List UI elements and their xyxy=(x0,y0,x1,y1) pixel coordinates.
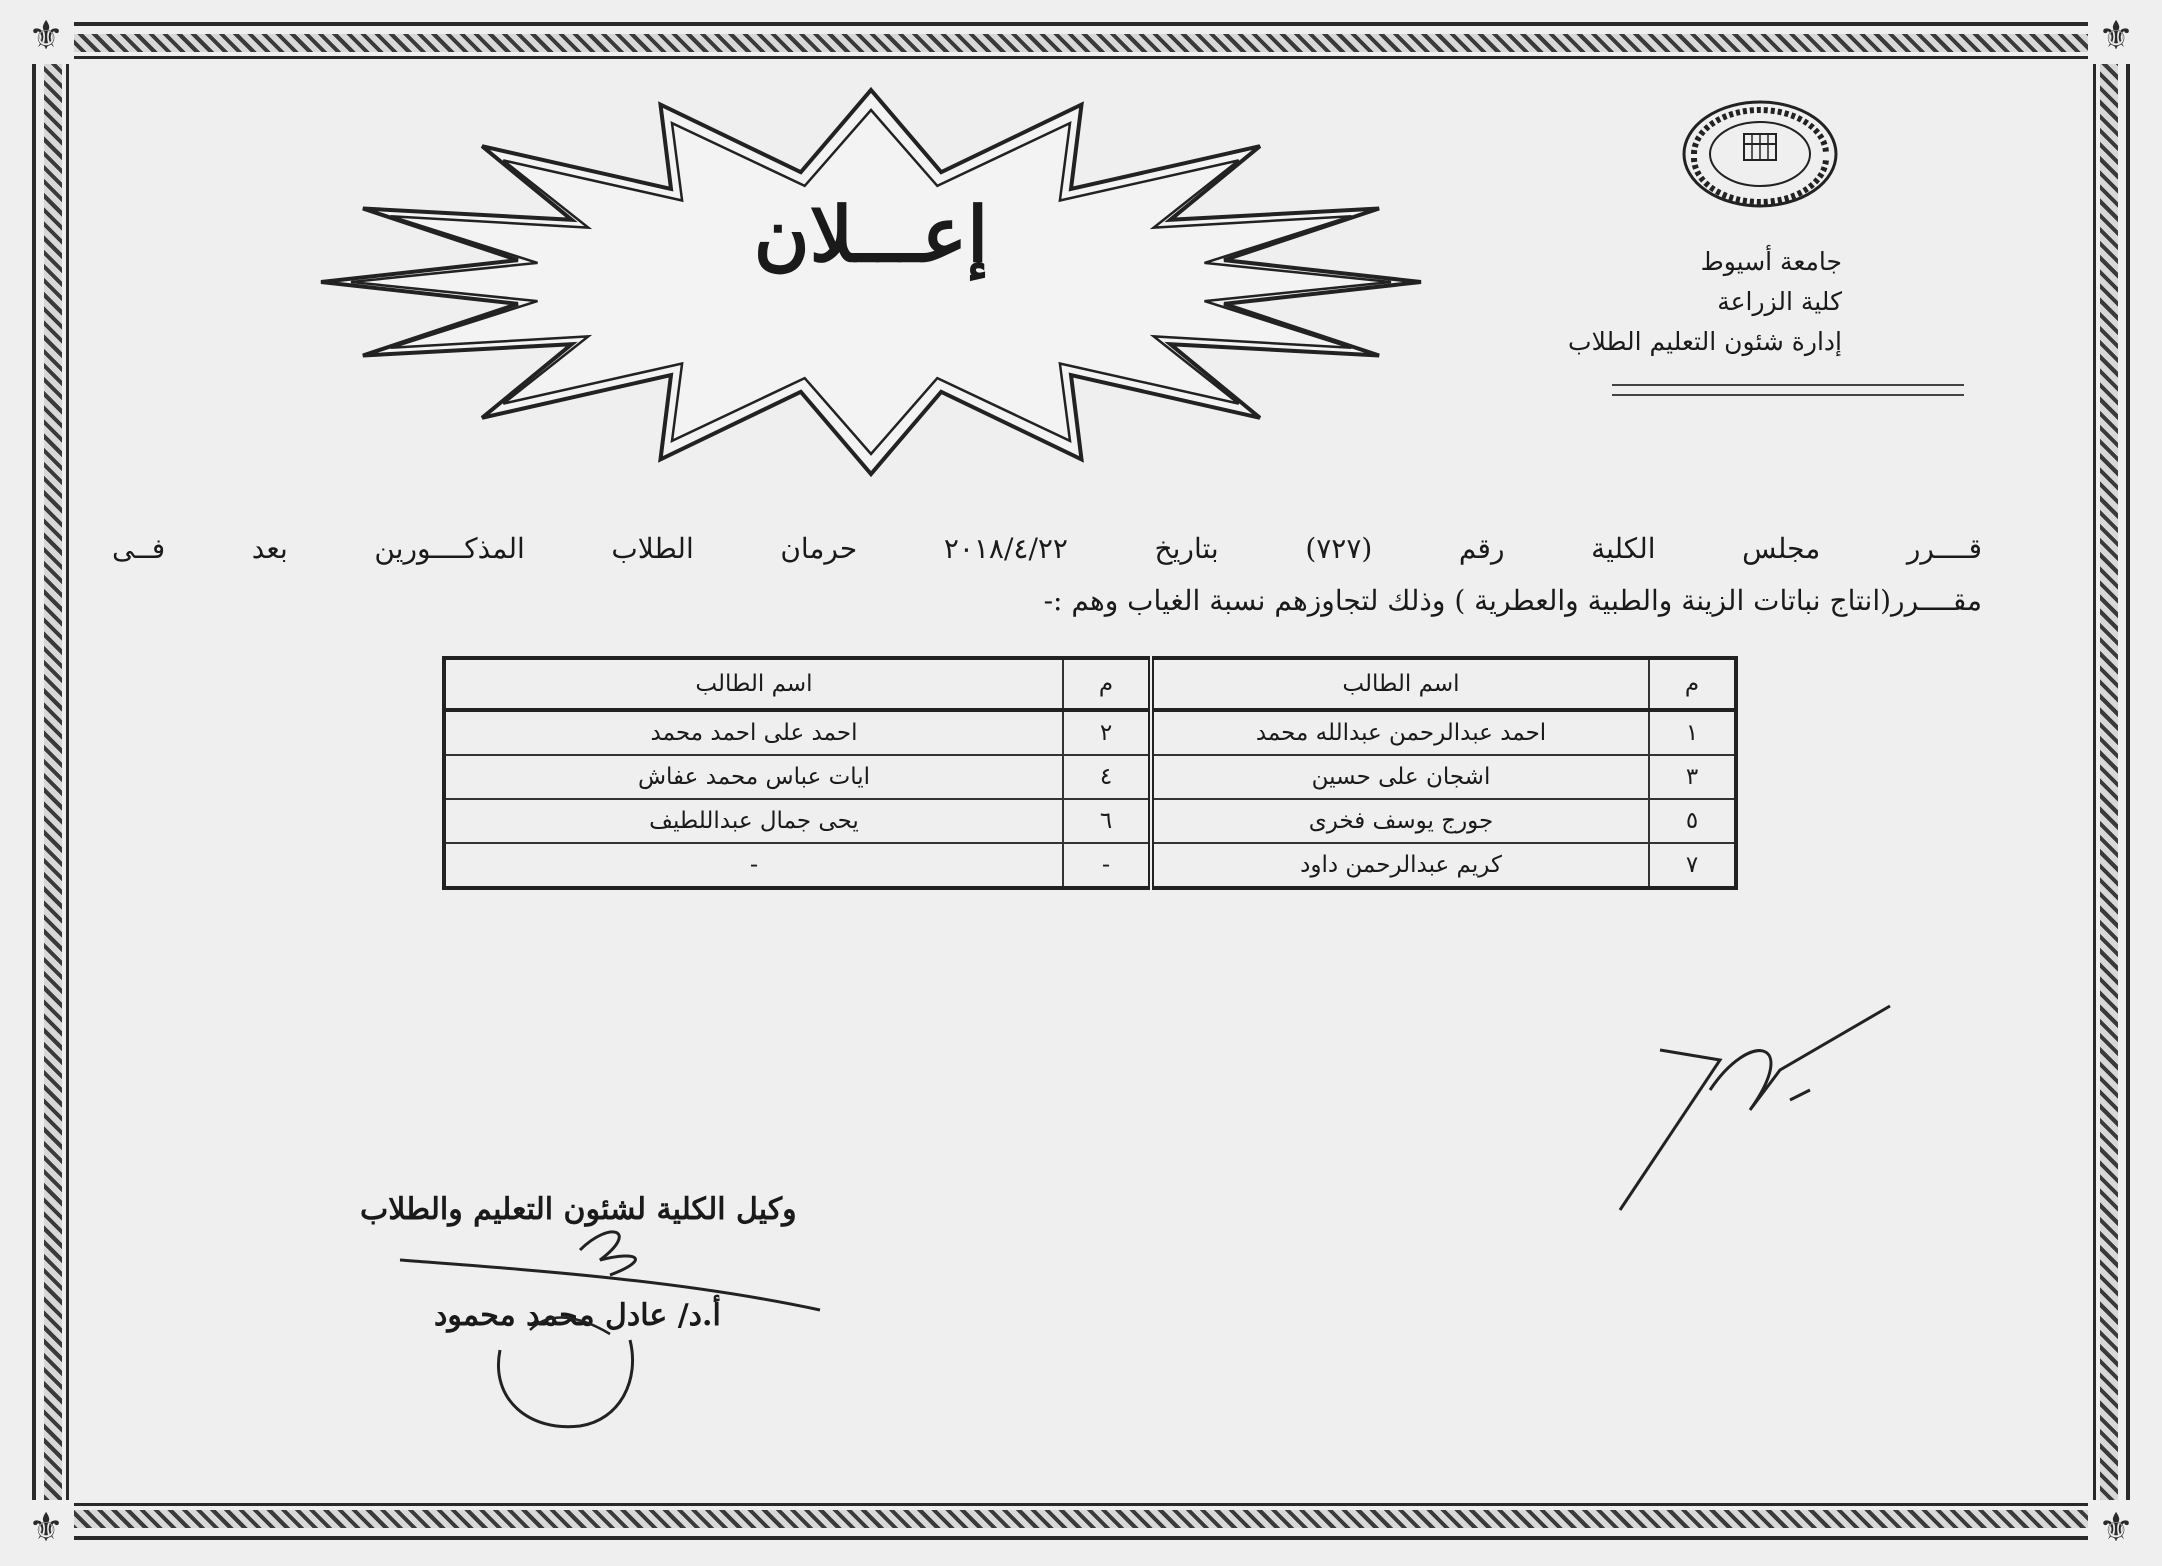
department-name: إدارة شئون التعليم الطلاب xyxy=(1568,327,1842,356)
signatory-name: أ.د/ عادل محمد محمود xyxy=(434,1298,721,1333)
university-name: جامعة أسيوط xyxy=(1700,247,1842,276)
student-name: احمد على احمد محمد xyxy=(444,710,1063,755)
column-header-name: اسم الطالب xyxy=(1151,658,1649,710)
decision-text-line-2: مقــــرر(انتاج نباتات الزينة والطبية والعطرية ) وذلك لتجاوزهم نسبة الغياب وهم :- xyxy=(1043,584,1982,617)
corner-ornament-icon: ⚜ xyxy=(18,1500,74,1556)
corner-ornament-icon: ⚜ xyxy=(2088,1500,2144,1556)
table-row xyxy=(444,755,1736,799)
student-name: جورج يوسف فخرى xyxy=(1151,799,1649,843)
student-name: يحى جمال عبداللطيف xyxy=(444,799,1063,843)
row-number: ٥ xyxy=(1649,799,1736,843)
signatory-title: وكيل الكلية لشئون التعليم والطلاب xyxy=(360,1192,797,1227)
row-number: ٢ xyxy=(1063,710,1151,755)
row-number: ١ xyxy=(1649,710,1736,755)
row-number: ٤ xyxy=(1063,755,1151,799)
table-row xyxy=(444,710,1736,755)
header-divider xyxy=(1612,384,1964,396)
handwritten-signature xyxy=(380,1220,840,1440)
student-name: - xyxy=(444,843,1063,888)
starburst-frame xyxy=(316,86,1426,478)
column-header-name: اسم الطالب xyxy=(444,658,1063,710)
table-row xyxy=(444,843,1736,888)
corner-ornament-icon: ⚜ xyxy=(18,8,74,64)
student-name: كريم عبدالرحمن داود xyxy=(1151,843,1649,888)
row-number: ٣ xyxy=(1649,755,1736,799)
row-number: - xyxy=(1063,843,1151,888)
page-title: إعـــلان xyxy=(753,190,989,279)
corner-ornament-icon: ⚜ xyxy=(2088,8,2144,64)
column-header-num: م xyxy=(1063,658,1151,710)
decision-text-line-1: قــــرر مجلس الكلية رقم (٧٢٧) بتاريخ ٢٠١٨/٤/٢٢ حرمان الطلاب المذكــــورين بعد فــى xyxy=(112,532,1983,565)
student-name: احمد عبدالرحمن عبدالله محمد xyxy=(1151,710,1649,755)
row-number: ٧ xyxy=(1649,843,1736,888)
table-row xyxy=(444,799,1736,843)
faculty-name: كلية الزراعة xyxy=(1717,287,1842,316)
student-name: اشجان على حسين xyxy=(1151,755,1649,799)
students-table xyxy=(442,656,1738,890)
header-block xyxy=(1568,242,1842,362)
approval-signature xyxy=(1560,1000,1920,1240)
university-seal xyxy=(1680,98,1840,210)
table-header-row xyxy=(444,658,1736,710)
column-header-num: م xyxy=(1649,658,1736,710)
row-number: ٦ xyxy=(1063,799,1151,843)
student-name: ايات عباس محمد عفاش xyxy=(444,755,1063,799)
